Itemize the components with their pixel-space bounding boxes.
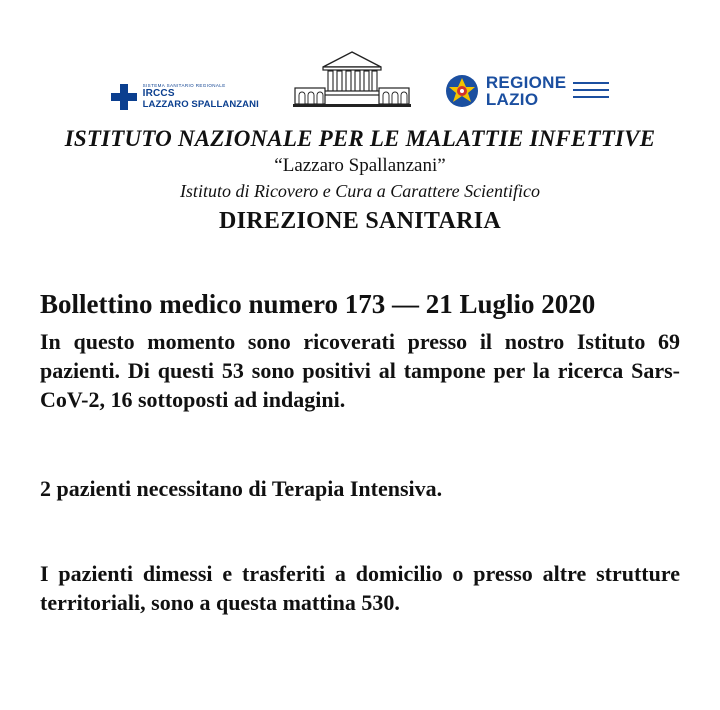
bulletin-paragraph-3: I pazienti dimessi e trasferiti a domicilio o presso altre strutture territoriali, sono a questa mattina 530. xyxy=(40,560,680,616)
department-title: DIREZIONE SANITARIA xyxy=(219,208,501,234)
institute-subtitle: Istituto di Ricovero e Cura a Carattere Scientifico xyxy=(179,181,541,201)
lazio-logo-line2: LAZIO xyxy=(485,90,539,109)
institute-title: ISTITUTO NAZIONALE PER LE MALATTIE INFETTIVE xyxy=(64,126,656,151)
lazio-logo-text xyxy=(486,74,567,108)
irccs-logo-line-bottom: LAZZARO SPALLANZANI xyxy=(142,98,259,110)
lazio-emblem-icon xyxy=(445,74,479,108)
lazio-logo-stripes xyxy=(573,76,609,106)
irccs-logo-text xyxy=(143,84,259,109)
irccs-logo-line-mid: IRCCS xyxy=(142,88,175,100)
irccs-spallanzani-logo xyxy=(111,84,259,114)
lazio-logo-line1: REGIONE xyxy=(485,73,567,92)
bulletin-heading: Bollettino medico numero 173 — 21 Luglio 2020 xyxy=(40,289,596,319)
document-title-block xyxy=(0,126,720,235)
medical-cross-icon xyxy=(111,84,137,110)
irccs-logo-line-top: SISTEMA SANITARIO REGIONALE xyxy=(142,83,226,89)
logo-row xyxy=(0,0,720,114)
bulletin-paragraph-1: In questo momento sono ricoverati presso il nostro Istituto 69 pazienti. Di questi 53 sono positivi al tampone per la ricerca Sars-CoV-2, 16 sottoposti ad indagini. xyxy=(40,328,680,412)
institute-name: “Lazzaro Spallanzani” xyxy=(274,155,446,176)
bulletin-body xyxy=(0,289,720,617)
regione-lazio-logo xyxy=(445,74,610,114)
bulletin-paragraph-2: 2 pazienti necessitano di Terapia Intensiva. xyxy=(40,475,443,501)
institute-building-icon xyxy=(293,50,411,114)
